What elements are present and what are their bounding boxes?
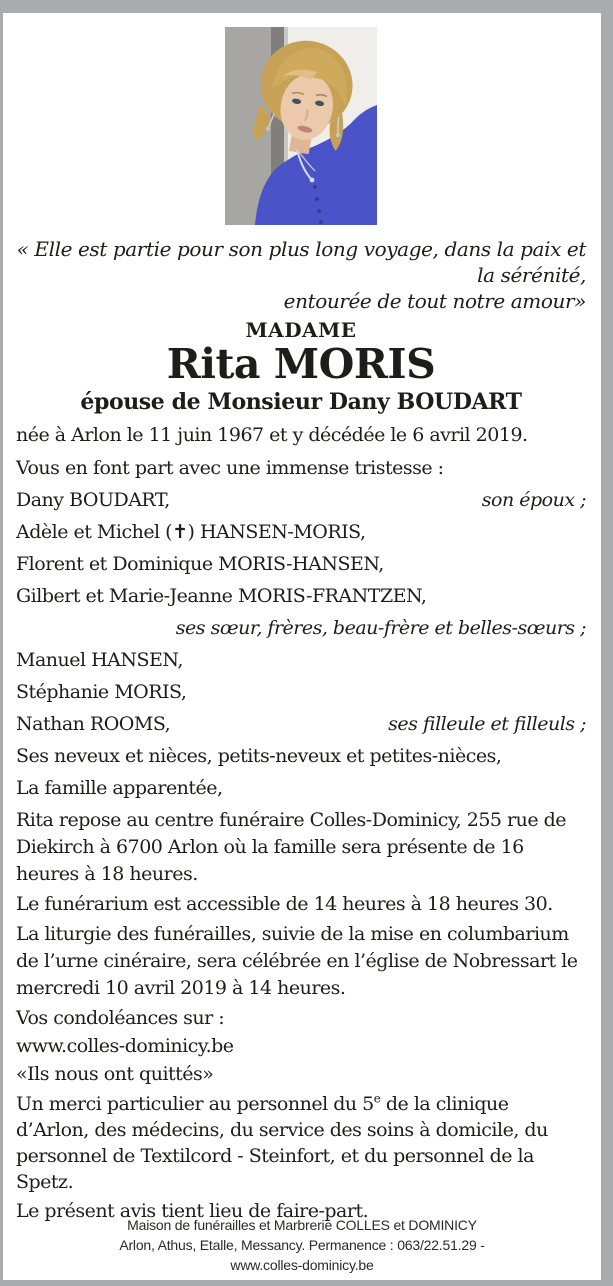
- obituary-sheet: [3, 13, 601, 1280]
- family-row: [16, 676, 586, 708]
- spouse-line: épouse de Monsieur Dany BOUDART: [80, 389, 522, 415]
- faire-part-line: Le présent avis tient lieu de faire-part.: [16, 1200, 369, 1222]
- title-madame: MADAME: [245, 318, 357, 342]
- condoleances-label: Vos condoléances sur :: [16, 1007, 225, 1029]
- announcement-line: Vous en font part avec une immense tristesse :: [16, 457, 444, 479]
- family-name: Manuel HANSEN,: [16, 649, 183, 671]
- photo-row: [16, 27, 586, 225]
- family-name: Gilbert et Marie-Jeanne MORIS-FRANTZEN,: [16, 585, 427, 607]
- family-row: [16, 612, 586, 644]
- merci-text-after: de la clinique d’Arlon, des médecins, du service des soins à domicile, du personnel de Textilcord - Steinfort, et du personnel de la Spetz.: [16, 1093, 548, 1193]
- funeral-home-footer: [3, 1215, 601, 1275]
- liturgie-paragraph: La liturgie des funérailles, suivie de la mise en columbarium de l’urne cinéraire, sera célébrée en l’église de Nobressart le mercredi 10 avril 2019 à 14 heures.: [16, 923, 578, 999]
- quote-line-2: la sérénité,: [477, 263, 586, 287]
- family-list: [16, 484, 586, 804]
- footer-line-1: Maison de funérailles et Marbrerie COLLES et DOMINICY: [127, 1217, 477, 1233]
- family-row: [16, 740, 586, 772]
- family-name: Stéphanie MORIS,: [16, 681, 187, 703]
- family-name: Florent et Dominique MORIS-HANSEN,: [16, 553, 384, 575]
- deceased-name: Rita MORIS: [166, 340, 436, 388]
- family-row: [16, 484, 586, 516]
- family-row: [16, 644, 586, 676]
- birth-death-line: née à Arlon le 11 juin 1967 et y décédée le 6 avril 2019.: [16, 424, 528, 446]
- portrait-photo: [225, 27, 377, 225]
- family-name: Adèle et Michel (✝) HANSEN-MORIS,: [16, 521, 366, 543]
- funerarium-line: Le funérarium est accessible de 14 heures à 18 heures 30.: [16, 893, 553, 915]
- quote-line-1: « Elle est partie pour son plus long voyage, dans la paix et: [16, 237, 586, 261]
- family-role: son époux ;: [481, 489, 586, 511]
- family-row: [16, 548, 586, 580]
- merci-text-before: Un merci particulier au personnel du 5: [16, 1093, 374, 1115]
- quittes-line: «Ils nous ont quittés»: [16, 1063, 214, 1085]
- family-row: [16, 772, 586, 804]
- family-name: Nathan ROOMS,: [16, 713, 171, 735]
- footer-line-2: Arlon, Athus, Etalle, Messancy. Permanence : 063/22.51.29 -: [119, 1237, 485, 1253]
- family-name: La famille apparentée,: [16, 777, 223, 799]
- family-role: ses sœur, frères, beau-frère et belles-sœurs ;: [175, 617, 586, 639]
- footer-line-3: www.colles-dominicy.be: [230, 1257, 374, 1273]
- quote-line-3: entourée de tout notre amour»: [283, 289, 586, 313]
- family-row: [16, 516, 586, 548]
- family-name: Dany BOUDART,: [16, 489, 170, 511]
- merci-superscript: e: [373, 1091, 381, 1106]
- repose-paragraph: Rita repose au centre funéraire Colles-Dominicy, 255 rue de Diekirch à 6700 Arlon où la famille sera présente de 16 heures à 18 heures.: [16, 809, 567, 885]
- family-row: [16, 580, 586, 612]
- memorial-quote: [16, 236, 586, 314]
- family-role: ses filleule et filleuls ;: [388, 713, 586, 735]
- merci-paragraph: [16, 1091, 586, 1195]
- family-name: Ses neveux et nièces, petits-neveux et petites-nièces,: [16, 745, 502, 767]
- condolence-website: www.colles-dominicy.be: [16, 1035, 234, 1057]
- family-row: [16, 708, 586, 740]
